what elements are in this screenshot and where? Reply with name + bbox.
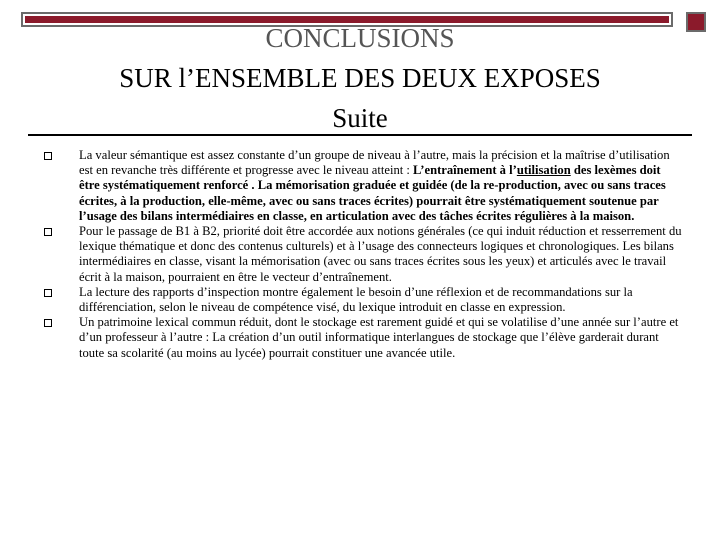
title-line-3: Suite: [332, 103, 388, 133]
bullet-1-text: La valeur sémantique est assez constante d’un groupe de niveau à l’autre, mais la précision et la maîtrise d’utilisation est en revanche très différente et progresse avec le niveau atteint :: [79, 148, 670, 178]
bullet-1-underlined-word: utilisation: [516, 163, 571, 178]
bullet-1-emphasis-start: L’entraînement à l’: [413, 163, 517, 178]
title-line-1: CONCLUSIONS: [265, 23, 455, 53]
bullet-item-2: [42, 224, 682, 285]
corner-decoration-square: [686, 12, 706, 32]
title-divider: [28, 134, 692, 136]
square-bullet-icon: [44, 152, 52, 160]
bullet-1-emphasis-rest: des lexèmes doit être systématiquement renforcé . La mémorisation graduée et guidée (de la re-production, avec ou sans traces écrites, à la production, elle-même, avec ou sans traces écrites) pourrait être systématiquement soutenue par l’usage des bilans intermédiaires en classe, en articulation avec des tâches écrites régulières à la maison.: [79, 163, 666, 223]
bullet-item-3: [42, 285, 682, 315]
bullet-list: [42, 148, 682, 361]
bullet-4-text: Un patrimoine lexical commun réduit, dont le stockage est rarement guidé et qui se volatilise d’une année sur l’autre et d’un professeur à l’autre : La création d’un outil informatique interlangues de stockage que l’élève garderait durant toute sa scolarité (au moins au lycée) pourrait constituer une avancée utile.: [79, 315, 679, 360]
square-bullet-icon: [44, 289, 52, 297]
square-bullet-icon: [44, 319, 52, 327]
bullet-item-1: [42, 148, 682, 224]
bullet-3-text: La lecture des rapports d’inspection montre également le besoin d’une réflexion et de recommandations sur la différenciation, selon le niveau de compétence visé, du lexique introduit en classe en expression.: [79, 284, 633, 315]
title-line-2: SUR l’ENSEMBLE DES DEUX EXPOSES: [119, 63, 601, 93]
bullet-2-text: Pour le passage de B1 à B2, priorité doit être accordée aux notions générales (ce qui induit réduction et resserrement du lexique thématique et donc des contenus culturels) et à l’usage des connecteurs logiques et chronologiques. Les bilans intermédiaires en classe, visant la mémorisation (avec ou sans traces écrites sous les yeux) et articulés avec le travail écrit à la maison, pourraient en être le vecteur d’entraînement.: [79, 224, 682, 284]
bullet-item-4: [42, 315, 682, 361]
slide-title: [60, 18, 660, 138]
square-bullet-icon: [44, 228, 52, 236]
